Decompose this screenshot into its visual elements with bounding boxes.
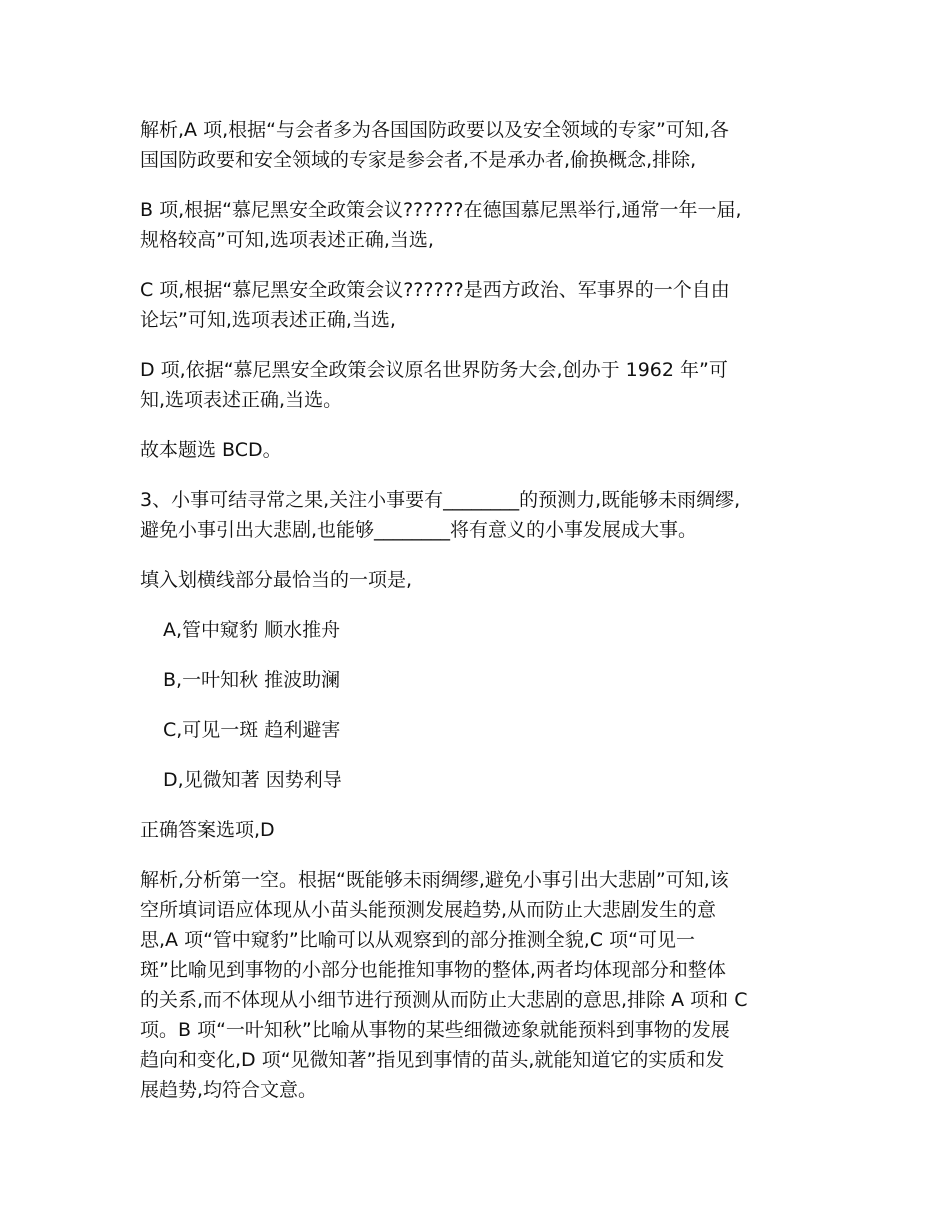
text-line: 3、小事可结寻常之果,关注小事要有________的预测力,既能够未雨绸缪, (140, 489, 741, 511)
question-3-prompt (140, 565, 810, 595)
text-line: 填入划横线部分最恰当的一项是, (140, 569, 413, 591)
question-3-analysis (140, 865, 810, 1105)
text-line: 规格较高”可知,选项表述正确,当选, (140, 229, 434, 251)
choice-a: A,管中窥豹 顺水推舟 (163, 619, 341, 641)
text-line: 斑”比喻见到事物的小部分也能推知事物的整体,两者均体现部分和整体 (140, 959, 726, 981)
choice-d: D,见微知著 因势利导 (163, 769, 342, 791)
text-line: 论坛”可知,选项表述正确,当选, (140, 309, 396, 331)
analysis-option-a (140, 115, 810, 175)
text-line: 展趋势,均符合文意。 (140, 1079, 318, 1101)
text-line: 故本题选 BCD。 (140, 439, 282, 461)
text-line: 空所填词语应体现从小苗头能预测发展趋势,从而防止大悲剧发生的意 (140, 899, 717, 921)
text-line: 的关系,而不体现从小细节进行预测从而防止大悲剧的意思,排除 A 项和 C (140, 989, 748, 1011)
analysis-option-d (140, 355, 810, 415)
choice-c: C,可见一斑 趋利避害 (163, 719, 341, 741)
text-line: 思,A 项“管中窥豹”比喻可以从观察到的部分推测全貌,C 项“可见一 (140, 929, 695, 951)
text-line: 避免小事引出大悲剧,也能够________将有意义的小事发展成大事。 (140, 519, 698, 541)
correct-answer (140, 815, 810, 845)
answer-summary (140, 435, 810, 465)
text-line: 解析,A 项,根据“与会者多为各国国防政要以及安全领域的专家”可知,各 (140, 119, 729, 141)
text-line: 国国防政要和安全领域的专家是参会者,不是承办者,偷换概念,排除, (140, 149, 697, 171)
document-page (140, 115, 810, 1125)
text-line: 解析,分析第一空。根据“既能够未雨绸缪,避免小事引出大悲剧”可知,该 (140, 869, 729, 891)
text-line: 趋向和变化,D 项“见微知著”指见到事情的苗头,就能知道它的实质和发 (140, 1049, 725, 1071)
question-3-stem (140, 485, 810, 545)
choice-b: B,一叶知秋 推波助澜 (163, 669, 341, 691)
text-line: 正确答案选项,D (140, 819, 275, 841)
text-line: 项。B 项“一叶知秋”比喻从事物的某些细微迹象就能预料到事物的发展 (140, 1019, 730, 1041)
text-line: 知,选项表述正确,当选。 (140, 389, 343, 411)
analysis-option-b (140, 195, 810, 255)
text-line: C 项,根据“慕尼黑安全政策会议??????是西方政治、军事界的一个自由 (140, 279, 730, 301)
text-line: B 项,根据“慕尼黑安全政策会议??????在德国慕尼黑举行,通常一年一届, (140, 199, 742, 221)
analysis-option-c (140, 275, 810, 335)
text-line: D 项,依据“慕尼黑安全政策会议原名世界防务大会,创办于 1962 年”可 (140, 359, 728, 381)
